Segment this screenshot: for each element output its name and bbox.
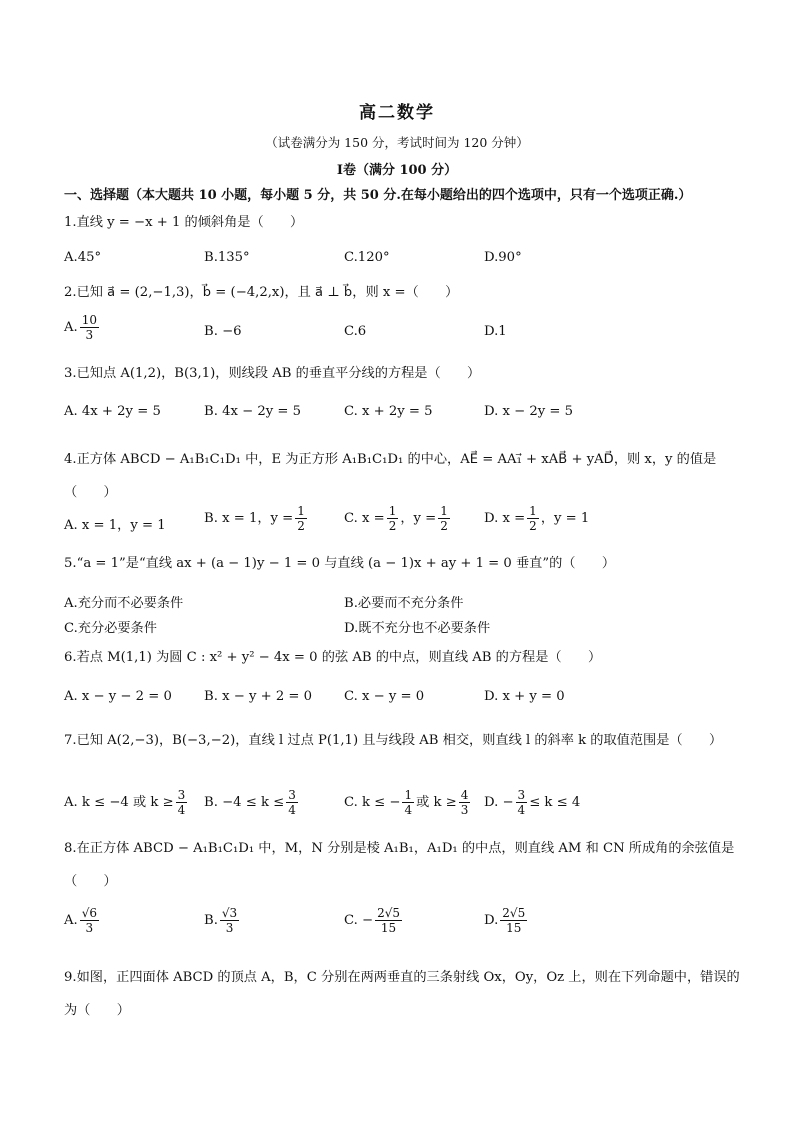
numerator: 2√5 [377,906,400,920]
numerator: 3 [517,788,526,802]
numerator: 4 [460,788,469,802]
question-4-stem: 4.正方体 ABCD − A₁B₁C₁D₁ 中，E 为正方形 A₁B₁C₁D₁ 的中心，AE⃗ = AA₁⃗ + xAB⃗ + yAD⃗，则 x，y 的值是（ ） [64,452,717,500]
fraction [402,788,414,817]
question-8-option-c [344,906,404,935]
question-6-stem: 6.若点 M(1,1) 为圆 C : x² + y² − 4x = 0 的弦 AB 的中点，则直线 AB 的方程是（ ） [64,650,602,665]
question-2-option-a [64,313,101,342]
question-1-option-a: A.45° [64,250,102,265]
option-prefix: D. − [484,795,514,810]
question-8-stem: 8.在正方体 ABCD − A₁B₁C₁D₁ 中，M，N 分别是棱 A₁B₁，A₁D₁ 的中点，则直线 AM 和 CN 所成角的余弦值是（ ） [64,841,735,889]
fraction [80,313,99,342]
fraction [176,788,188,817]
question-3-option-b: B. 4x − 2y = 5 [204,404,302,419]
denominator: 3 [85,921,94,935]
question-1-stem: 1.直线 y = −x + 1 的倾斜角是（ ） [64,215,304,230]
denominator: 2 [440,519,448,533]
question-6-option-a: A. x − y − 2 = 0 [64,689,172,704]
question-5-option-b: B.必要而不充分条件 [344,596,464,611]
question-7-option-b [204,788,300,817]
option-prefix: C. k ≤ − [344,795,401,810]
question-7-option-a [64,788,189,817]
question-2-option-c: C.6 [344,324,367,339]
question-3-stem: 3.已知点 A(1,2)，B(3,1)，则线段 AB 的垂直平分线的方程是（ ） [64,366,481,381]
question-5-option-d: D.既不充分也不必要条件 [344,621,491,636]
numerator: 1 [297,504,305,518]
option-prefix: B. x = 1，y = [204,511,294,526]
fraction [438,504,450,533]
fraction [527,504,539,533]
question-1-option-b: B.135° [204,250,250,265]
numerator: 2√5 [502,906,526,920]
question-2-option-b: B. −6 [204,324,242,339]
question-8-option-d [484,906,529,935]
exam-subtitle: （试卷满分为 150 分，考试时间为 120 分钟） [265,135,529,150]
fraction [459,788,471,817]
option-prefix: A. [64,320,78,335]
denominator: 15 [380,921,397,935]
question-5-stem: 5.“a = 1”是“直线 ax + (a − 1)y − 1 = 0 与直线 (a − 1)x + ay + 1 = 0 垂直”的（ ） [64,556,616,571]
question-5-option-c: C.充分必要条件 [64,621,157,636]
denominator: 3 [225,921,234,935]
option-prefix: B. −4 ≤ k ≤ [204,795,285,810]
denominator: 4 [404,803,413,817]
question-6-option-d: D. x + y = 0 [484,689,565,704]
denominator: 2 [297,519,305,533]
section-heading: 一、选择题（本大题共 10 小题，每小题 5 分，共 50 分.在每小题给出的四个选项中，只有一个选项正确.） [64,188,692,203]
option-prefix: C. − [344,913,374,928]
question-6-option-b: B. x − y + 2 = 0 [204,689,313,704]
fraction [375,906,402,935]
question-7-option-d [484,788,580,817]
question-2-option-d: D.1 [484,324,507,339]
option-suffix: ≤ k ≤ 4 [529,795,581,810]
numerator: 1 [404,788,413,802]
denominator: 3 [85,328,94,342]
question-8-option-b [204,906,241,935]
fraction [500,906,527,935]
denominator: 4 [177,803,186,817]
option-prefix: B. [204,913,218,928]
numerator: 10 [81,313,97,327]
option-prefix: C. x = [344,511,385,526]
fraction [220,906,239,935]
denominator: 2 [529,519,537,533]
fraction [387,504,399,533]
question-5-option-a: A.充分而不必要条件 [64,596,184,611]
question-4-option-a: A. x = 1，y = 1 [64,518,166,533]
question-2-stem: 2.已知 a⃗ = (2,−1,3)，b⃗ = (−4,2,x)，且 a⃗ ⊥ b⃗，则 x =（ ） [64,285,459,300]
question-3-option-c: C. x + 2y = 5 [344,404,433,419]
option-prefix: D. [484,913,499,928]
numerator: 3 [177,788,186,802]
question-4-option-c [344,504,452,533]
question-1-option-d: D.90° [484,250,522,265]
option-middle: 或 k ≥ [416,795,457,810]
fraction [80,906,99,935]
numerator: 1 [388,504,397,518]
fraction [286,788,298,817]
numerator: 1 [440,504,448,518]
question-3-option-d: D. x − 2y = 5 [484,404,574,419]
numerator: 1 [529,504,537,518]
denominator: 4 [517,803,526,817]
exam-title: 高二数学 [359,103,435,123]
question-6-option-c: C. x − y = 0 [344,689,425,704]
question-4-option-d [484,504,589,533]
question-7-stem: 7.已知 A(2,−3)，B(−3,−2)，直线 l 过点 P(1,1) 且与线段 AB 相交，则直线 l 的斜率 k 的取值范围是（ ） [64,733,723,748]
question-1-option-c: C.120° [344,250,390,265]
numerator: √6 [81,906,97,920]
denominator: 4 [288,803,296,817]
denominator: 2 [388,519,397,533]
option-prefix: D. x = [484,511,526,526]
denominator: 3 [460,803,469,817]
question-3-option-a: A. 4x + 2y = 5 [64,404,161,419]
option-suffix: ，y = 1 [540,511,590,526]
fraction [295,504,307,533]
question-7-option-c [344,788,472,817]
option-middle: ，y = [400,511,437,526]
question-9-stem: 9.如图，正四面体 ABCD 的顶点 A，B，C 分别在两两垂直的三条射线 Ox，Oy，Oz 上，则在下列命题中，错误的为（ ） [64,970,740,1018]
numerator: √3 [221,906,238,920]
question-4-option-b [204,504,309,533]
option-prefix: A. k ≤ −4 或 k ≥ [64,795,174,810]
denominator: 15 [506,921,522,935]
numerator: 3 [288,788,296,802]
question-8-option-a [64,906,101,935]
volume-heading: Ⅰ卷（满分 100 分） [336,163,458,178]
fraction [516,788,528,817]
option-prefix: A. [64,913,78,928]
